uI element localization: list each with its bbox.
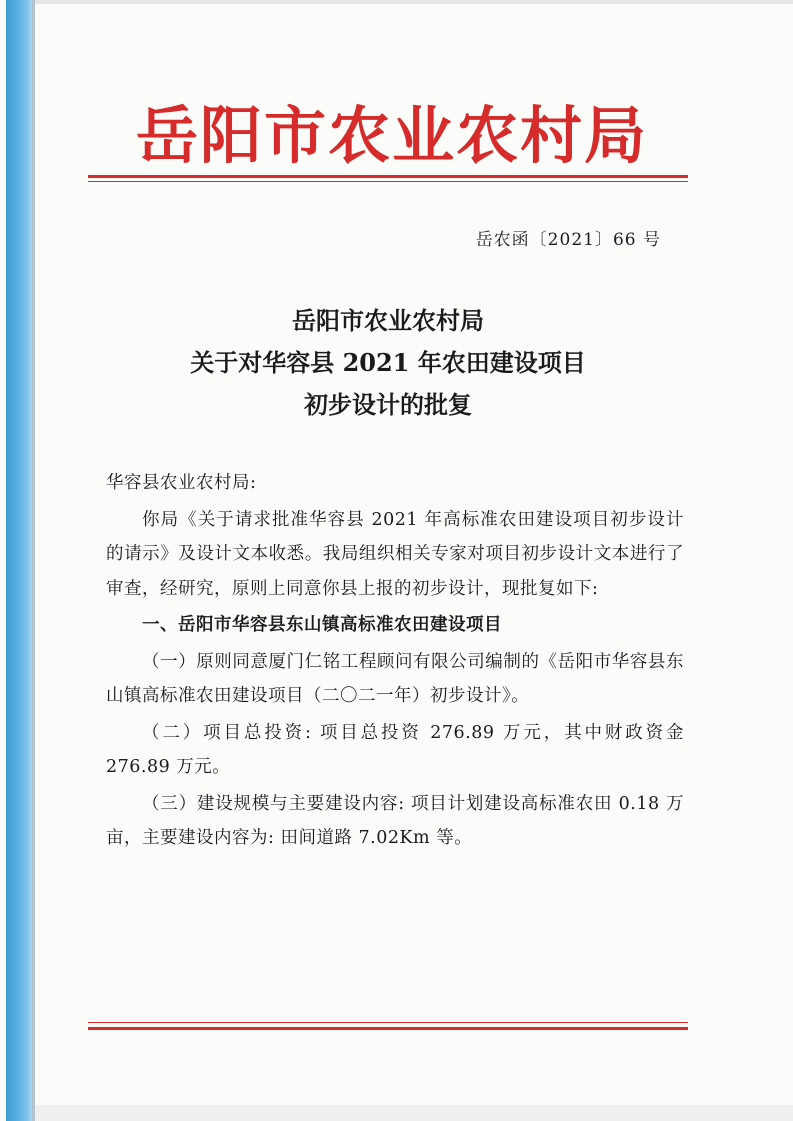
paragraph-item-2: （二）项目总投资: 项目总投资 276.89 万元，其中财政资金 276.89 万元。 xyxy=(106,722,684,777)
paragraph-item-3: （三）建设规模与主要建设内容: 项目计划建设高标准农田 0.18 万亩，主要建设内容为: 田间道路 7.02Km 等。 xyxy=(106,793,684,848)
footer-rule-thin xyxy=(88,1022,688,1023)
paragraph-intro: 你局《关于请求批准华容县 2021 年高标准农田建设项目初步设计的请示》及设计文本收悉。我局组织相关专家对项目初步设计文本进行了审查，经研究，原则上同意你县上报的初步设计，现批复如下: xyxy=(106,509,684,599)
scan-bottom-edge xyxy=(35,1105,793,1121)
letterhead-rule-thick xyxy=(88,175,688,178)
document-number: 岳农函〔2021〕66 号 xyxy=(475,230,661,250)
document-body xyxy=(106,466,684,856)
scan-top-edge xyxy=(35,0,793,4)
paragraph-item-1: （一）原则同意厦门仁铭工程顾问有限公司编制的《岳阳市华容县东山镇高标准农田建设项目（二〇二一年）初步设计》。 xyxy=(106,651,684,706)
title-line-1: 岳阳市农业农村局 xyxy=(292,306,484,335)
scan-binding-strip xyxy=(6,0,32,1121)
scan-binding-edge xyxy=(32,0,35,1121)
title-line-3: 初步设计的批复 xyxy=(304,390,472,419)
letterhead-rule-thin xyxy=(88,181,688,182)
title-line-2: 关于对华容县 2021 年农田建设项目 xyxy=(190,348,586,377)
salutation: 华容县农业农村局: xyxy=(106,473,257,493)
section-heading-1: 一、岳阳市华容县东山镇高标准农田建设项目 xyxy=(142,615,502,635)
footer-rule-thick xyxy=(88,1027,688,1030)
document-title xyxy=(88,300,688,426)
letterhead-agency-name: 岳阳市农业农村局 xyxy=(135,99,648,172)
